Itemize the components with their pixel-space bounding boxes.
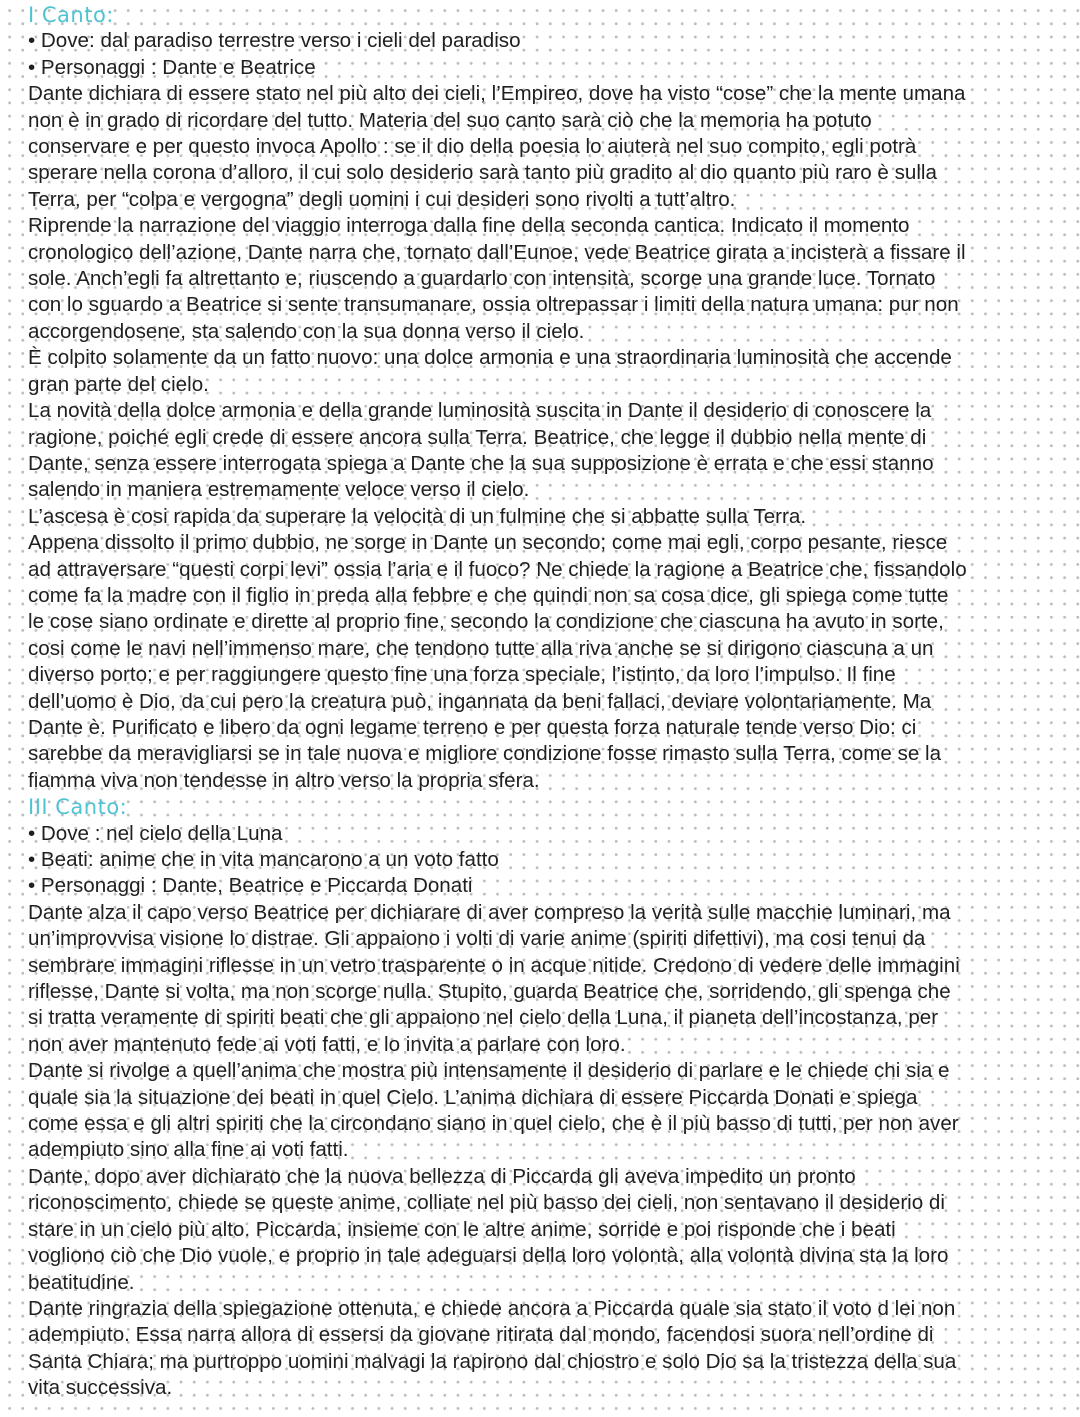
text-line: quale sia la situazione dei beati in quel Cielo. L’anima dichiara di essere Piccarda Donati e spiega (28, 1085, 918, 1109)
text-line: Dante alza il capo verso Beatrice per dichiarare di aver compreso la verità sulle macchie luminari, ma (28, 900, 951, 924)
text-line: salendo in maniera estremamente veloce verso il cielo. (28, 478, 530, 502)
text-line: Santa Chiara; ma purtroppo uomini malvagi la rapirono dal chiostro e solo Dio sa la tristezza della sua (28, 1349, 957, 1373)
text-line: Dante dichiara di essere stato nel più alto dei cieli, l’Empireo, dove ha visto “cose” che la mente umana (28, 82, 966, 106)
text-line: si tratta veramente di spiriti beati che gli appaiono nel cielo della Luna, il pianeta dell’incostanza, per (28, 1006, 939, 1030)
text-line: sperare nella corona d’alloro, il cui solo desiderio sarà tanto più gradito al dio quanto più raro è sulla (28, 161, 937, 185)
bullet-dove: • Dove: dal paradiso terrestre verso i cieli del paradiso (28, 29, 521, 53)
text-line: vita successiva. (28, 1376, 173, 1400)
text-line: sole. Anch’egli fa altrettanto e, riuscendo a guardarlo con intensità, scorge una grande luce. Tornato (28, 267, 936, 291)
text-line: vogliono ciò che Dio vuole, e proprio in tale adeguarsi della loro volontà, alla volontà divina sta la loro (28, 1244, 949, 1268)
section-heading: III Canto: (28, 795, 128, 820)
bullet-beati: • Beati: anime che in vita mancarono a un voto fatto (28, 848, 499, 871)
text-line: Riprende la narrazione del viaggio interroga dalla fine della seconda cantica. Indicato il momento (28, 214, 910, 238)
section-canto-1 (28, 2, 1068, 794)
text-line: adempiuto sino alla fine ai voti fatti. (28, 1138, 349, 1162)
section-heading: I Canto: (28, 3, 114, 27)
text-line: sembrare immagini riflesse in un vetro trasparente o in acque nitide. Credono di vedere delle immagini (28, 953, 960, 977)
bullet-personaggi: • Personaggi : Dante e Beatrice (28, 55, 316, 79)
text-line: ragione, poiché egli crede di essere ancora sulla Terra. Beatrice, che legge il dubbio nella mente di (28, 425, 927, 449)
text-line: dell’uomo è Dio, da cui pero la creatura può, ingannata da beni fallaci, deviare volontariamente. Ma (28, 689, 932, 713)
text-line: le cose siano ordinate e dirette al proprio fine, secondo la condizione che ciascuna ha avuto in sorte, (28, 610, 944, 634)
bullet-personaggi: • Personaggi : Dante, Beatrice e Piccarda Donati (28, 874, 473, 898)
text-line: come essa e gli altri spiriti che la circondano siano in quel cielo, che è il più basso di tutti, per non aver (28, 1112, 959, 1136)
text-line: fiamma viva non tendesse in altro verso la propria sfera. (28, 768, 540, 792)
text-line: sarebbe da meravigliarsi se in tale nuova e migliore condizione fosse rimasto sulla Terra, come se la (28, 742, 942, 766)
text-line: L’ascesa è cosi rapida da superare la velocità di un fulmine che si abbatte sulla Terra. (28, 504, 807, 528)
notes-page (28, 2, 1068, 1402)
text-line: cronologico dell’azione, Dante narra che, tornato dall’Eunoe, vede Beatrice girata a incisterà a fissare il (28, 240, 966, 264)
text-line: Dante, senza essere interrogata spiega a Dante che la sua supposizione è errata e che essi stanno (28, 451, 934, 475)
text-line: gran parte del cielo. (28, 372, 209, 396)
text-line: Dante si rivolge a quell’anima che mostra più intensamente il desiderio di parlare e le chiede chi sia e (28, 1059, 950, 1083)
text-line: come fa la madre con il figlio in preda alla febbre e che quindi non sa cosa dice, gli spiega come tutte (28, 583, 949, 607)
text-line: non aver mantenuto fede ai voti fatti, e lo invita a parlare con loro. (28, 1032, 626, 1056)
text-line: beatitudine. (28, 1270, 135, 1294)
text-line: Dante, dopo aver dichiarato che la nuova bellezza di Piccarda gli aveva impedito un pronto (28, 1164, 856, 1188)
text-line: con lo sguardo a Beatrice si sente transumanare, ossia oltrepassar i limiti della natura umana: pur non (28, 293, 959, 317)
text-line: conservare e per questo invoca Apollo : se il dio della poesia lo aiuterà nel suo compito, egli potrà (28, 135, 917, 159)
text-line: Dante è. Purificato e libero da ogni legame terreno e per questa forza naturale tende verso Dio: ci (28, 715, 917, 739)
text-line: cosi come le navi nell’immenso mare, che tendono tutte alla riva anche se si dirigono ciascuna a un (28, 636, 934, 660)
text-line: È colpito solamente da un fatto nuovo: una dolce armonia e una straordinaria luminosità che accende (28, 346, 952, 370)
text-line: accorgendosene, sta salendo con la sua donna verso il cielo. (28, 319, 585, 343)
bullet-dove: • Dove : nel cielo della Luna (28, 821, 283, 845)
text-line: adempiuto. Essa narra allora di essersi da giovane ritirata dal mondo, facendosi suora nell’ordine di (28, 1323, 934, 1347)
section-canto-3 (28, 794, 1068, 1401)
text-line: riflesse, Dante si volta, ma non scorge nulla. Stupito, guarda Beatrice che, sorridendo, gli spenga che (28, 980, 951, 1004)
text-line: diverso porto; e per raggiungere questo fine una forza speciale, l’istinto, da loro l’impulso. Il fine (28, 663, 896, 687)
text-line: stare in un cielo più alto. Piccarda, insieme con le altre anime, sorride e poi risponde che i beati (28, 1217, 896, 1241)
text-line: un’improvvisa visione lo distrae. Gli appaiono i volti di varie anime (spiriti difettivi), ma cosi tenui da (28, 927, 926, 951)
text-line: ad attraversare “questi corpi levi” ossia l’aria e il fuoco? Ne chiede la ragione a Beatrice che, fissandolo (28, 557, 967, 581)
text-line: Appena dissolto il primo dubbio, ne sorge in Dante un secondo; come mai egli, corpo pesante, riesce (28, 531, 948, 555)
text-line: Terra, per “colpa e vergogna” degli uomini i cui desideri sono rivolti a tutt’altro. (28, 187, 736, 211)
text-line: non è in grado di ricordare del tutto. Materia del suo canto sarà ciò che la memoria ha potuto (28, 108, 872, 132)
text-line: La novità della dolce armonia e della grande luminosità suscita in Dante il desiderio di conoscere la (28, 399, 932, 423)
text-line: riconoscimento, chiede se queste anime, colliate nel più basso dei cieli, non sentavano il desiderio di (28, 1191, 945, 1215)
text-line: Dante ringrazia della spiegazione ottenuta, e chiede ancora a Piccarda quale sia stato il voto d lei non (28, 1296, 956, 1320)
